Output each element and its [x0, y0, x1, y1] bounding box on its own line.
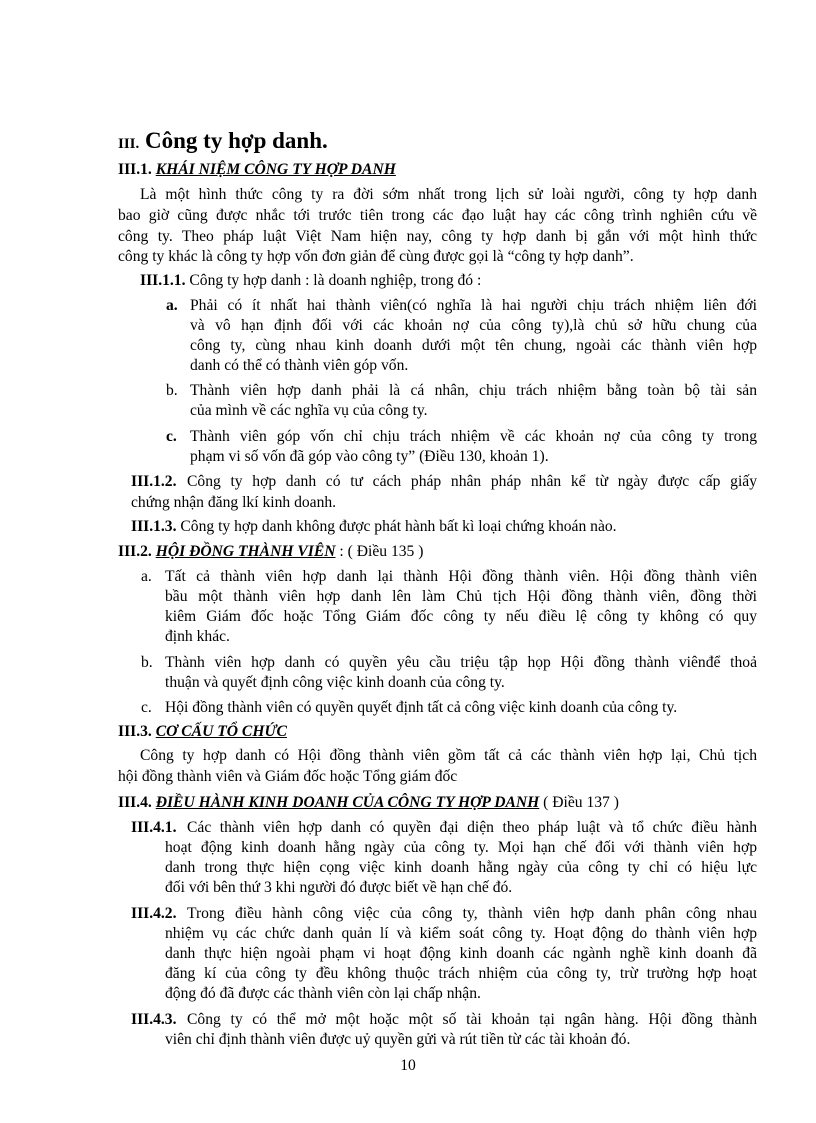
paragraph-line: hoạt động kinh doanh hằng ngày của công ty. Mọi hạn chế đối với thành viên hợp [165, 839, 757, 856]
section-title-text: Công ty hợp danh. [145, 128, 328, 153]
list-item-line: Thành viên hợp danh phải là cá nhân, chịu trách nhiệm bằng toàn bộ tài sản [190, 382, 757, 399]
heading-number: III.1. [118, 161, 152, 178]
heading-number: III.2. [118, 543, 152, 560]
subsection-heading-2 [118, 542, 423, 562]
heading-text: HỘI ĐỒNG THÀNH VIÊN [155, 543, 336, 560]
section-title [118, 128, 328, 154]
subsection-heading-3 [118, 722, 287, 742]
list-marker: b. [166, 382, 178, 399]
heading-number: III.3. [118, 723, 152, 740]
paragraph-113 [131, 517, 617, 537]
paragraph-line: nhiệm vụ các chức danh quản lí và kiểm soát công ty. Hoạt động do thành viên hợp [165, 925, 757, 942]
paragraph-number: III.1.2. [131, 473, 177, 490]
heading-reference: ( Điều 137 ) [543, 794, 619, 811]
list-item-line: và vô hạn định đối với các khoản nợ của công ty),là chủ sở hữu chung của [190, 317, 757, 334]
paragraph-number: III.4.2. [131, 905, 177, 922]
body-line: hội đồng thành viên và Giám đốc hoặc Tổng giám đốc [118, 768, 458, 785]
list-item-line: thuận và quyết định công việc kinh doanh của công ty. [165, 674, 505, 691]
heading-number: III.4. [118, 794, 152, 811]
paragraph-text: Công ty hợp danh không được phát hành bất kì loại chứng khoán nào. [180, 518, 617, 535]
list-item-line: Thành viên hợp danh có quyền yêu cầu triệu tập họp Hội đồng thành viênđể thoả [165, 654, 757, 671]
list-marker: a. [166, 297, 178, 314]
paragraph-111 [140, 271, 481, 291]
list-item-line: phạm vi số vốn đã góp vào công ty” (Điều 130, khoản 1). [190, 448, 549, 465]
list-item-line: công ty, cùng nhau kinh doanh dưới một tên chung, ngoài các thành viên hợp [190, 337, 757, 354]
section-number: III. [118, 136, 140, 152]
paragraph-line: Các thành viên hợp danh có quyền đại diện theo pháp luật và tổ chức điều hành [187, 819, 757, 836]
subsection-heading-4 [118, 793, 619, 813]
paragraph-line: danh trong thực hiện cọng việc kinh doanh hằng ngày của công ty chỉ có hiệu lực [165, 859, 757, 876]
list-marker: c. [166, 428, 177, 445]
paragraph-line: danh thực hiện ngoài phạm vi hoạt động kinh doanh các ngành nghề kinh doanh đã [165, 945, 757, 962]
intro-line: công ty khác là công ty hợp vốn đơn giản để cùng được gọi là “công ty hợp danh”. [118, 248, 634, 265]
heading-text: ĐIỀU HÀNH KINH DOANH CỦA CÔNG TY HỢP DANH [155, 794, 540, 811]
intro-line: công ty. Theo pháp luật Việt Nam hiện nay, công ty hợp danh bị gắn với một hình thức [118, 228, 757, 245]
list-item-line: của mình về các nghĩa vụ của công ty. [190, 402, 428, 419]
list-item-line: Phải có ít nhất hai thành viên(có nghĩa là hai người chịu trách nhiệm liên đới [190, 297, 757, 314]
paragraph-line: Công ty có thể mở một hoặc một số tài khoản tại ngân hàng. Hội đồng thành [187, 1011, 757, 1028]
list-item-line: danh có thể có thành viên góp vốn. [190, 357, 409, 374]
subsection-heading-1 [118, 160, 396, 180]
paragraph-line: động đó đã được các thành viên còn lại chấp nhận. [165, 985, 481, 1002]
paragraph-line: Công ty hợp danh có tư cách pháp nhân pháp nhân kể từ ngày được cấp giấy [187, 473, 757, 490]
paragraph-number: III.1.1. [140, 272, 186, 289]
list-item-line: bầu một thành viên hợp danh lên làm Chủ tịch Hội đồng thành viên, đồng thời [165, 588, 757, 605]
list-item-line: định khác. [165, 628, 230, 645]
paragraph-number: III.1.3. [131, 518, 177, 535]
list-item-line: kiêm Giám đốc hoặc Tổng Giám đốc công ty nếu điều lệ công ty không có quy [165, 608, 757, 625]
paragraph-text: Công ty hợp danh : là doanh nghiệp, trong đó : [189, 272, 482, 289]
list-item-line: Hội đồng thành viên có quyền quyết định tất cả công việc kinh doanh của công ty. [165, 699, 678, 716]
list-item-line: Thành viên góp vốn chỉ chịu trách nhiệm về các khoản nợ của công ty trong [190, 428, 757, 445]
heading-reference: : ( Điều 135 ) [339, 543, 424, 560]
list-marker: b. [141, 654, 153, 671]
paragraph-number: III.4.1. [131, 819, 177, 836]
list-marker: c. [141, 699, 152, 716]
list-marker: a. [141, 568, 152, 585]
heading-text: KHÁI NIỆM CÔNG TY HỢP DANH [155, 161, 396, 178]
body-line: Công ty hợp danh có Hội đồng thành viên gồm tất cả các thành viên hợp lại, Chủ tịch [140, 747, 757, 764]
paragraph-line: đăng kí của công ty đều không thuộc trách nhiệm của công ty, trừ trường hợp hoạt [165, 965, 757, 982]
intro-line: bao giờ cũng được nhắc tới trước tiên trong các đạo luật hay các công trình nghiên cứu về [118, 207, 757, 224]
paragraph-line: chứng nhận đăng lkí kinh doanh. [131, 494, 337, 511]
list-item-line: Tất cả thành viên hợp danh lại thành Hội đồng thành viên. Hội đồng thành viên [165, 568, 757, 585]
page-number: 10 [400, 1057, 416, 1074]
intro-line: Là một hình thức công ty ra đời sớm nhất trong lịch sử loài người, công ty hợp danh [140, 186, 757, 203]
paragraph-line: viên chỉ định thành viên được uỷ quyền gửi và rút tiền từ các tài khoản đó. [165, 1031, 631, 1048]
paragraph-line: Trong điều hành công việc của công ty, thành viên hợp danh phân công nhau [187, 905, 757, 922]
heading-text: CƠ CẤU TỔ CHỨC [155, 723, 287, 740]
paragraph-line: đối với bên thứ 3 khi người đó được biết về hạn chế đó. [165, 879, 513, 896]
paragraph-number: III.4.3. [131, 1011, 177, 1028]
